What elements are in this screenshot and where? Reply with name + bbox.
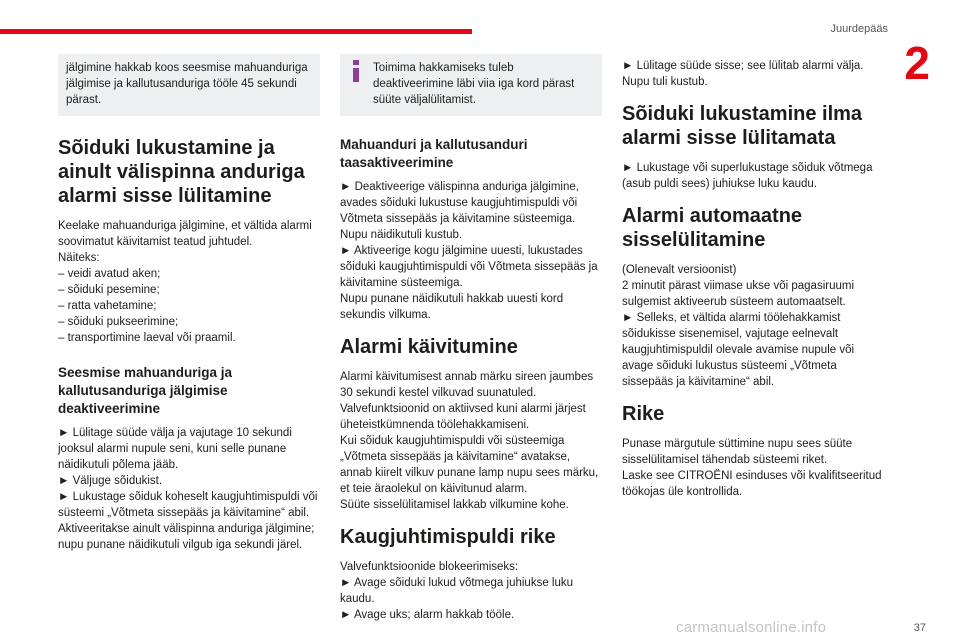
paragraph: Näiteks: xyxy=(58,252,100,264)
section-title: Juurdepääs xyxy=(830,23,888,35)
chapter-number: 2 xyxy=(904,37,930,89)
paragraph: Keelake mahuanduriga jälgimine, et vältida alarmi soovimatut käivitamist teatud juhtudel. xyxy=(58,220,312,248)
heading-fault: Rike xyxy=(622,403,665,425)
paragraph-group xyxy=(58,425,320,553)
paragraph: ► Selleks, et vältida alarmi töölehakkamist sõidukisse sisenemisel, vajutage eelnevalt kaugjuhtimispuldil olevale avamise nupule või avage sõiduki lukustus süsteemi „Võtmeta sissepääs ja käivitamine“ abil. xyxy=(622,312,855,388)
paragraph: Nupu tuli kustub. xyxy=(622,76,708,88)
paragraph: ► Lukustage sõiduk koheselt kaugjuhtimispuldi või süsteemi „Võtmeta sissepääs ja käivitamine“ abil. xyxy=(58,491,318,519)
column-3 xyxy=(622,54,884,500)
paragraph-group xyxy=(340,559,602,623)
column-1 xyxy=(58,54,320,553)
paragraph: ► Avage sõiduki lukud võtmega juhiukse luku kaudu. xyxy=(340,577,574,605)
heading-reactivation: Mahuanduri ja kallutusanduri taasaktiveerimine xyxy=(340,137,528,170)
heading-auto-activation: Alarmi automaatne sisselülitamine xyxy=(622,205,803,251)
paragraph: Nupu punane näidikutuli hakkab uuesti kord sekundis vilkuma. xyxy=(340,293,564,321)
column-2 xyxy=(340,54,602,623)
paragraph: Nupu näidikutuli kustub. xyxy=(340,229,463,241)
paragraph: ► Deaktiveerige välispinna anduriga jälgimine, avades sõiduki lukustuse kaugjuhtimispuldi või Võtmeta sissepääs ja käivitamine süsteemiga. xyxy=(340,181,579,225)
list-item: – sõiduki pesemine; xyxy=(58,284,160,296)
heading-deactivation: Seesmise mahuanduriga ja kallutusanduriga jälgimise deaktiveerimine xyxy=(58,365,233,416)
paragraph-group xyxy=(340,179,602,323)
paragraph: 2 minutit pärast viimase ukse või pagasiruumi sulgemist aktiveerub süsteem automaatselt. xyxy=(622,280,855,308)
paragraph: (Olenevalt versioonist) xyxy=(622,264,737,276)
header-accent-bar xyxy=(0,29,472,34)
paragraph-group xyxy=(622,160,884,192)
list-item: – sõiduki pukseerimine; xyxy=(58,316,179,328)
watermark: carmanualsonline.info xyxy=(676,619,827,636)
paragraph: ► Lukustage või superlukustage sõiduk võtmega (asub puldi sees) juhiukse luku kaudu. xyxy=(622,162,873,190)
paragraph-group xyxy=(58,218,320,346)
note-box xyxy=(58,54,320,116)
paragraph: ► Lülitage süüde sisse; see lülitab alarmi välja. xyxy=(622,60,864,72)
paragraph: ► Lülitage süüde välja ja vajutage 10 sekundi jooksul alarmi nupule seni, kuni selle punane näidikutuli põlema jääb. xyxy=(58,427,292,471)
paragraph: Laske see CITROËNI esinduses või kvalifitseeritud töökojas üle kontrollida. xyxy=(622,470,882,498)
info-icon xyxy=(348,60,364,82)
paragraph: ► Avage uks; alarm hakkab tööle. xyxy=(340,609,515,621)
note-text: jälgimine hakkab koos seesmise mahuanduriga jälgimise ja kallutusanduriga tööle 45 sekundi pärast. xyxy=(66,62,308,106)
info-box xyxy=(340,54,602,116)
heading-alarm-triggering: Alarmi käivitumine xyxy=(340,336,518,358)
info-text: Toimima hakkamiseks tuleb deaktiveerimine läbi viia iga kord pärast süüte väljalülitamist. xyxy=(373,62,575,106)
paragraph: ► Väljuge sõidukist. xyxy=(58,475,163,487)
paragraph: Kui sõiduk kaugjuhtimispuldi või süsteemiga „Võtmeta sissepääs ja käivitamine“ avatakse, annab kiirelt vilkuv punane lamp nupu sees märku, et teie äraolekul on käivitunud alarm. xyxy=(340,435,599,495)
paragraph-group xyxy=(622,436,884,500)
paragraph: Valvefunktsioonid on aktiivsed kuni alarmi järjest üheteistkümnenda töölehakkamiseni. xyxy=(340,403,586,431)
list-item: – ratta vahetamine; xyxy=(58,300,157,312)
list-item: – transportimine laeval või praamil. xyxy=(58,332,236,344)
paragraph-group xyxy=(622,58,884,90)
heading-lock-without-alarm: Sõiduki lukustamine ilma alarmi sisse lülitamata xyxy=(622,103,863,149)
paragraph: Valvefunktsioonide blokeerimiseks: xyxy=(340,561,519,573)
list-item: – veidi avatud aken; xyxy=(58,268,161,280)
paragraph: Alarmi käivitumisest annab märku sireen jaumbes 30 sekundi kestel vilkuvad suunatuled. xyxy=(340,371,594,399)
paragraph-group xyxy=(340,369,602,513)
heading-remote-failure: Kaugjuhtimispuldi rike xyxy=(340,526,556,548)
page-number: 37 xyxy=(913,622,926,634)
paragraph: ► Aktiveerige kogu jälgimine uuesti, lukustades sõiduki kaugjuhtimispuldi või Võtmeta sissepääs ja käivitamine süsteemiga. xyxy=(340,245,598,289)
paragraph: Süüte sisselülitamisel lakkab vilkumine kohe. xyxy=(340,499,569,511)
paragraph: Aktiveeritakse ainult välispinna anduriga jälgimine; nupu punane näidikutuli vilgub iga sekundi järel. xyxy=(58,523,315,551)
heading-lock-exterior-only: Sõiduki lukustamine ja ainult välispinna anduriga alarmi sisse lülitamine xyxy=(58,137,305,207)
paragraph: Punase märgutule süttimine nupu sees süüte sisselülitamisel tähendab süsteemi riket. xyxy=(622,438,853,466)
paragraph-group xyxy=(622,262,884,390)
